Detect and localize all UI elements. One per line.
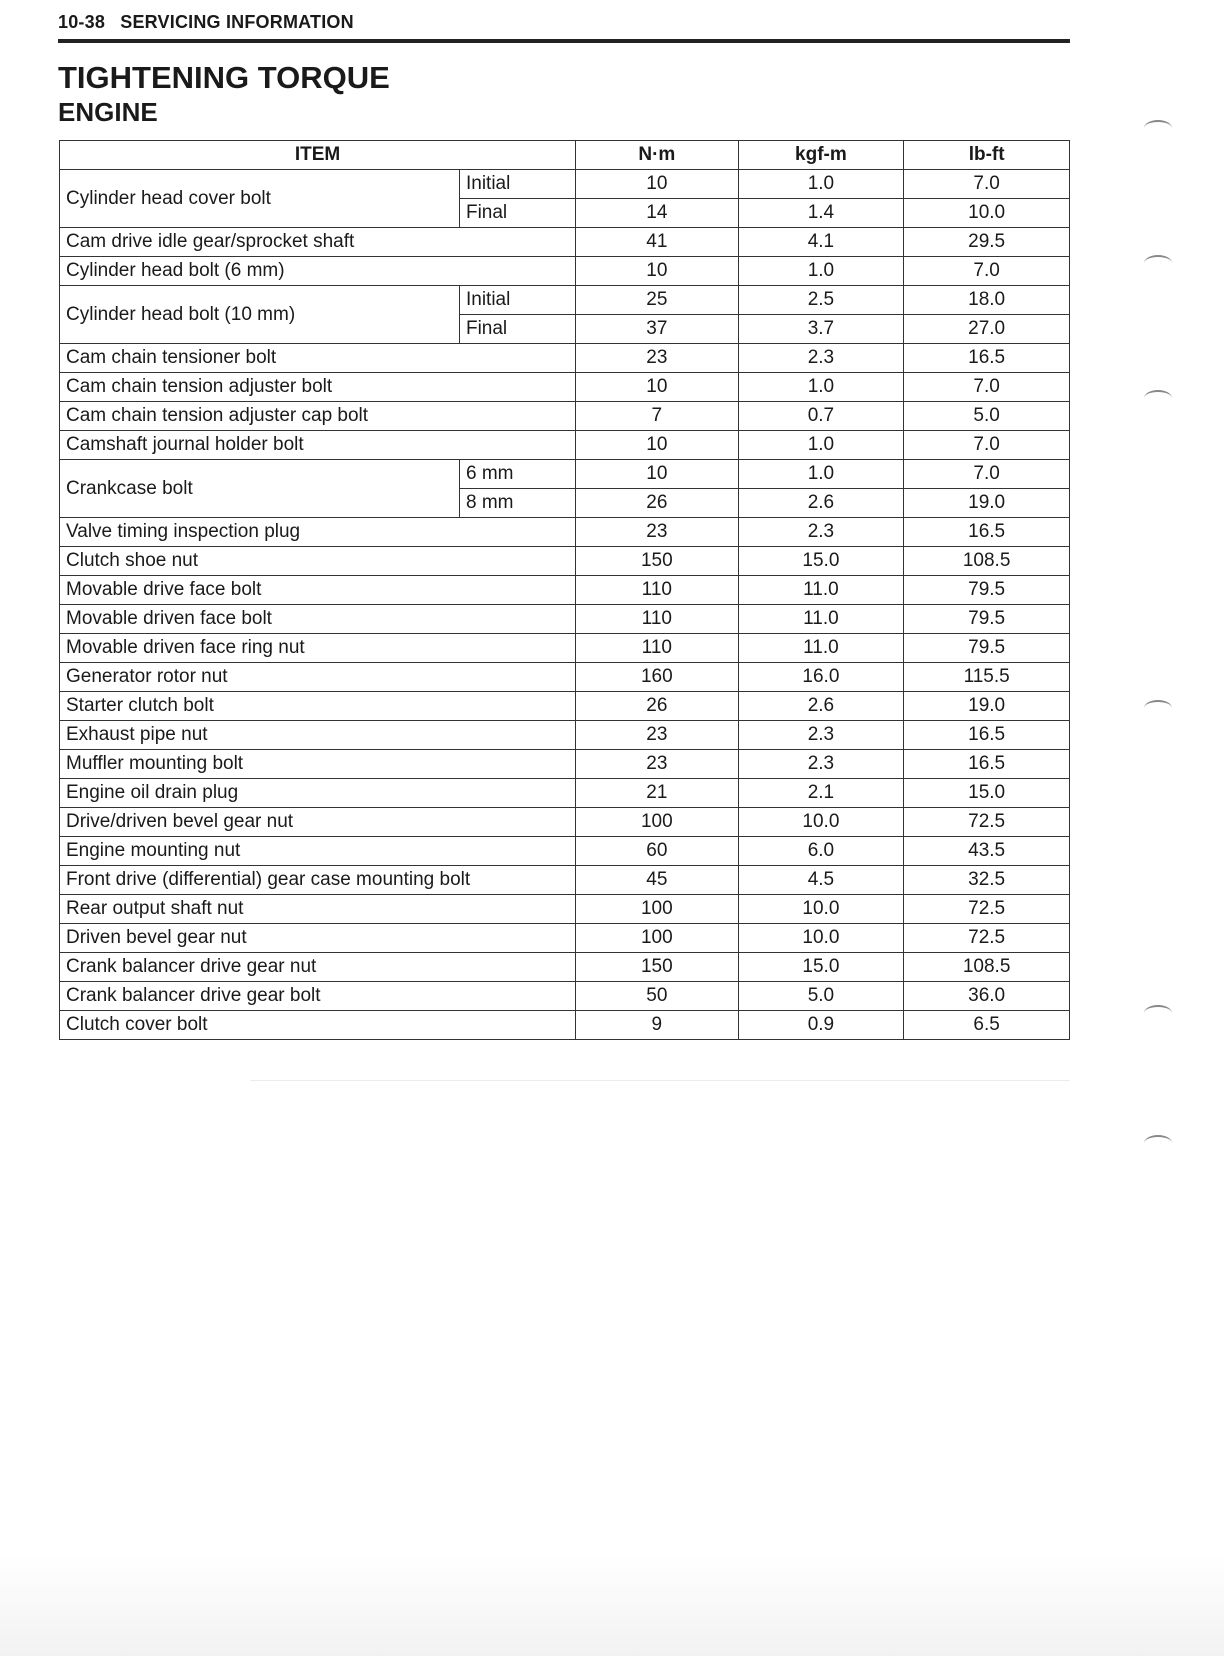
table-header-row: [60, 141, 1070, 170]
item-name-cell: Driven bevel gear nut: [60, 924, 576, 953]
torque-kgfm-cell: 1.4: [738, 199, 904, 228]
item-condition-cell: Initial: [459, 170, 575, 199]
torque-nm-cell: 10: [576, 257, 739, 286]
item-name-cell: Movable driven face bolt: [60, 605, 576, 634]
item-name-cell: Clutch cover bolt: [60, 1011, 576, 1040]
item-name-cell: Exhaust pipe nut: [60, 721, 576, 750]
item-name-cell: Valve timing inspection plug: [60, 518, 576, 547]
table-row: [60, 808, 1070, 837]
torque-nm-cell: 25: [576, 286, 739, 315]
torque-kgfm-cell: 3.7: [738, 315, 904, 344]
torque-nm-cell: 10: [576, 373, 739, 402]
table-row: [60, 721, 1070, 750]
torque-lbft-cell: 115.5: [904, 663, 1070, 692]
table-row: [60, 924, 1070, 953]
torque-kgfm-cell: 1.0: [738, 373, 904, 402]
item-name-cell: Cam chain tensioner bolt: [60, 344, 576, 373]
torque-lbft-cell: 79.5: [904, 605, 1070, 634]
torque-lbft-cell: 27.0: [904, 315, 1070, 344]
torque-kgfm-cell: 10.0: [738, 895, 904, 924]
item-name-cell: Crankcase bolt: [60, 460, 460, 518]
table-row: [60, 518, 1070, 547]
item-name-cell: Engine mounting nut: [60, 837, 576, 866]
item-condition-cell: Final: [459, 199, 575, 228]
torque-kgfm-cell: 11.0: [738, 576, 904, 605]
item-name-cell: Cylinder head cover bolt: [60, 170, 460, 228]
torque-kgfm-cell: 0.7: [738, 402, 904, 431]
torque-lbft-cell: 6.5: [904, 1011, 1070, 1040]
torque-lbft-cell: 7.0: [904, 170, 1070, 199]
table-row: [60, 837, 1070, 866]
torque-nm-cell: 45: [576, 866, 739, 895]
torque-kgfm-cell: 1.0: [738, 460, 904, 489]
torque-nm-cell: 41: [576, 228, 739, 257]
torque-kgfm-cell: 2.3: [738, 721, 904, 750]
column-header-kgfm: kgf-m: [738, 141, 904, 170]
torque-kgfm-cell: 11.0: [738, 605, 904, 634]
torque-nm-cell: 100: [576, 808, 739, 837]
torque-kgfm-cell: 2.3: [738, 518, 904, 547]
torque-lbft-cell: 7.0: [904, 460, 1070, 489]
table-row: [60, 286, 1070, 315]
table-row: [60, 663, 1070, 692]
torque-kgfm-cell: 11.0: [738, 634, 904, 663]
torque-kgfm-cell: 2.3: [738, 750, 904, 779]
table-row: [60, 170, 1070, 199]
torque-lbft-cell: 7.0: [904, 257, 1070, 286]
item-name-cell: Starter clutch bolt: [60, 692, 576, 721]
torque-lbft-cell: 43.5: [904, 837, 1070, 866]
item-name-cell: Movable driven face ring nut: [60, 634, 576, 663]
item-name-cell: Cylinder head bolt (10 mm): [60, 286, 460, 344]
item-name-cell: Clutch shoe nut: [60, 547, 576, 576]
torque-lbft-cell: 72.5: [904, 924, 1070, 953]
page-number: 10-38: [58, 12, 106, 32]
torque-kgfm-cell: 16.0: [738, 663, 904, 692]
bleed-through-area: [250, 1080, 1070, 1151]
torque-lbft-cell: 72.5: [904, 808, 1070, 837]
item-condition-cell: Final: [459, 315, 575, 344]
torque-table: [59, 140, 1070, 1040]
item-condition-cell: Initial: [459, 286, 575, 315]
page-header: [58, 12, 1070, 43]
page-title: TIGHTENING TORQUE: [58, 60, 390, 95]
torque-kgfm-cell: 1.0: [738, 257, 904, 286]
item-name-cell: Front drive (differential) gear case mounting bolt: [60, 866, 576, 895]
table-row: [60, 431, 1070, 460]
torque-lbft-cell: 18.0: [904, 286, 1070, 315]
column-header-nm: N·m: [576, 141, 739, 170]
torque-lbft-cell: 32.5: [904, 866, 1070, 895]
table-row: [60, 866, 1070, 895]
table-row: [60, 634, 1070, 663]
torque-kgfm-cell: 10.0: [738, 924, 904, 953]
table-body: [60, 170, 1070, 1040]
table-row: [60, 402, 1070, 431]
torque-lbft-cell: 16.5: [904, 750, 1070, 779]
torque-lbft-cell: 19.0: [904, 692, 1070, 721]
torque-lbft-cell: 108.5: [904, 547, 1070, 576]
table-row: [60, 750, 1070, 779]
table-row: [60, 344, 1070, 373]
table-row: [60, 373, 1070, 402]
torque-kgfm-cell: 4.1: [738, 228, 904, 257]
torque-nm-cell: 23: [576, 721, 739, 750]
item-name-cell: Crank balancer drive gear bolt: [60, 982, 576, 1011]
torque-nm-cell: 100: [576, 924, 739, 953]
torque-nm-cell: 110: [576, 576, 739, 605]
torque-kgfm-cell: 15.0: [738, 547, 904, 576]
torque-nm-cell: 150: [576, 547, 739, 576]
torque-lbft-cell: 16.5: [904, 721, 1070, 750]
section-name: SERVICING INFORMATION: [120, 12, 354, 32]
table-row: [60, 895, 1070, 924]
torque-nm-cell: 23: [576, 750, 739, 779]
torque-lbft-cell: 16.5: [904, 518, 1070, 547]
item-name-cell: Drive/driven bevel gear nut: [60, 808, 576, 837]
torque-lbft-cell: 29.5: [904, 228, 1070, 257]
torque-kgfm-cell: 1.0: [738, 431, 904, 460]
torque-kgfm-cell: 2.5: [738, 286, 904, 315]
table-row: [60, 576, 1070, 605]
item-name-cell: Camshaft journal holder bolt: [60, 431, 576, 460]
item-name-cell: Crank balancer drive gear nut: [60, 953, 576, 982]
torque-kgfm-cell: 15.0: [738, 953, 904, 982]
item-name-cell: Cam chain tension adjuster bolt: [60, 373, 576, 402]
torque-lbft-cell: 79.5: [904, 634, 1070, 663]
torque-nm-cell: 110: [576, 605, 739, 634]
torque-nm-cell: 7: [576, 402, 739, 431]
item-name-cell: Muffler mounting bolt: [60, 750, 576, 779]
torque-lbft-cell: 10.0: [904, 199, 1070, 228]
torque-nm-cell: 14: [576, 199, 739, 228]
torque-lbft-cell: 108.5: [904, 953, 1070, 982]
torque-nm-cell: 26: [576, 692, 739, 721]
torque-kgfm-cell: 5.0: [738, 982, 904, 1011]
binding-marks: [1144, 120, 1184, 1120]
torque-nm-cell: 21: [576, 779, 739, 808]
torque-kgfm-cell: 2.1: [738, 779, 904, 808]
torque-nm-cell: 10: [576, 170, 739, 199]
item-name-cell: Cam chain tension adjuster cap bolt: [60, 402, 576, 431]
item-name-cell: Engine oil drain plug: [60, 779, 576, 808]
torque-kgfm-cell: 2.6: [738, 692, 904, 721]
torque-nm-cell: 10: [576, 460, 739, 489]
torque-nm-cell: 10: [576, 431, 739, 460]
torque-nm-cell: 160: [576, 663, 739, 692]
item-condition-cell: 6 mm: [459, 460, 575, 489]
table-row: [60, 692, 1070, 721]
torque-lbft-cell: 19.0: [904, 489, 1070, 518]
torque-kgfm-cell: 10.0: [738, 808, 904, 837]
table-row: [60, 257, 1070, 286]
torque-kgfm-cell: 2.3: [738, 344, 904, 373]
table-row: [60, 982, 1070, 1011]
torque-nm-cell: 9: [576, 1011, 739, 1040]
torque-kgfm-cell: 6.0: [738, 837, 904, 866]
item-name-cell: Cylinder head bolt (6 mm): [60, 257, 576, 286]
torque-nm-cell: 26: [576, 489, 739, 518]
table-row: [60, 605, 1070, 634]
torque-kgfm-cell: 2.6: [738, 489, 904, 518]
torque-lbft-cell: 36.0: [904, 982, 1070, 1011]
torque-nm-cell: 50: [576, 982, 739, 1011]
torque-nm-cell: 23: [576, 518, 739, 547]
torque-lbft-cell: 7.0: [904, 431, 1070, 460]
torque-kgfm-cell: 0.9: [738, 1011, 904, 1040]
torque-nm-cell: 37: [576, 315, 739, 344]
torque-lbft-cell: 16.5: [904, 344, 1070, 373]
column-header-lbft: lb-ft: [904, 141, 1070, 170]
item-condition-cell: 8 mm: [459, 489, 575, 518]
item-name-cell: Rear output shaft nut: [60, 895, 576, 924]
table-row: [60, 1011, 1070, 1040]
torque-kgfm-cell: 1.0: [738, 170, 904, 199]
torque-nm-cell: 110: [576, 634, 739, 663]
item-name-cell: Cam drive idle gear/sprocket shaft: [60, 228, 576, 257]
table-row: [60, 779, 1070, 808]
item-name-cell: Generator rotor nut: [60, 663, 576, 692]
torque-lbft-cell: 7.0: [904, 373, 1070, 402]
page-bottom-shade: [0, 1555, 1224, 1656]
table-row: [60, 228, 1070, 257]
table-row: [60, 547, 1070, 576]
torque-lbft-cell: 5.0: [904, 402, 1070, 431]
torque-nm-cell: 100: [576, 895, 739, 924]
torque-nm-cell: 150: [576, 953, 739, 982]
subsection-title: ENGINE: [58, 97, 158, 127]
torque-lbft-cell: 15.0: [904, 779, 1070, 808]
column-header-item: ITEM: [60, 141, 576, 170]
torque-nm-cell: 23: [576, 344, 739, 373]
torque-lbft-cell: 79.5: [904, 576, 1070, 605]
item-name-cell: Movable drive face bolt: [60, 576, 576, 605]
table-row: [60, 460, 1070, 489]
torque-kgfm-cell: 4.5: [738, 866, 904, 895]
torque-lbft-cell: 72.5: [904, 895, 1070, 924]
table-row: [60, 953, 1070, 982]
torque-nm-cell: 60: [576, 837, 739, 866]
